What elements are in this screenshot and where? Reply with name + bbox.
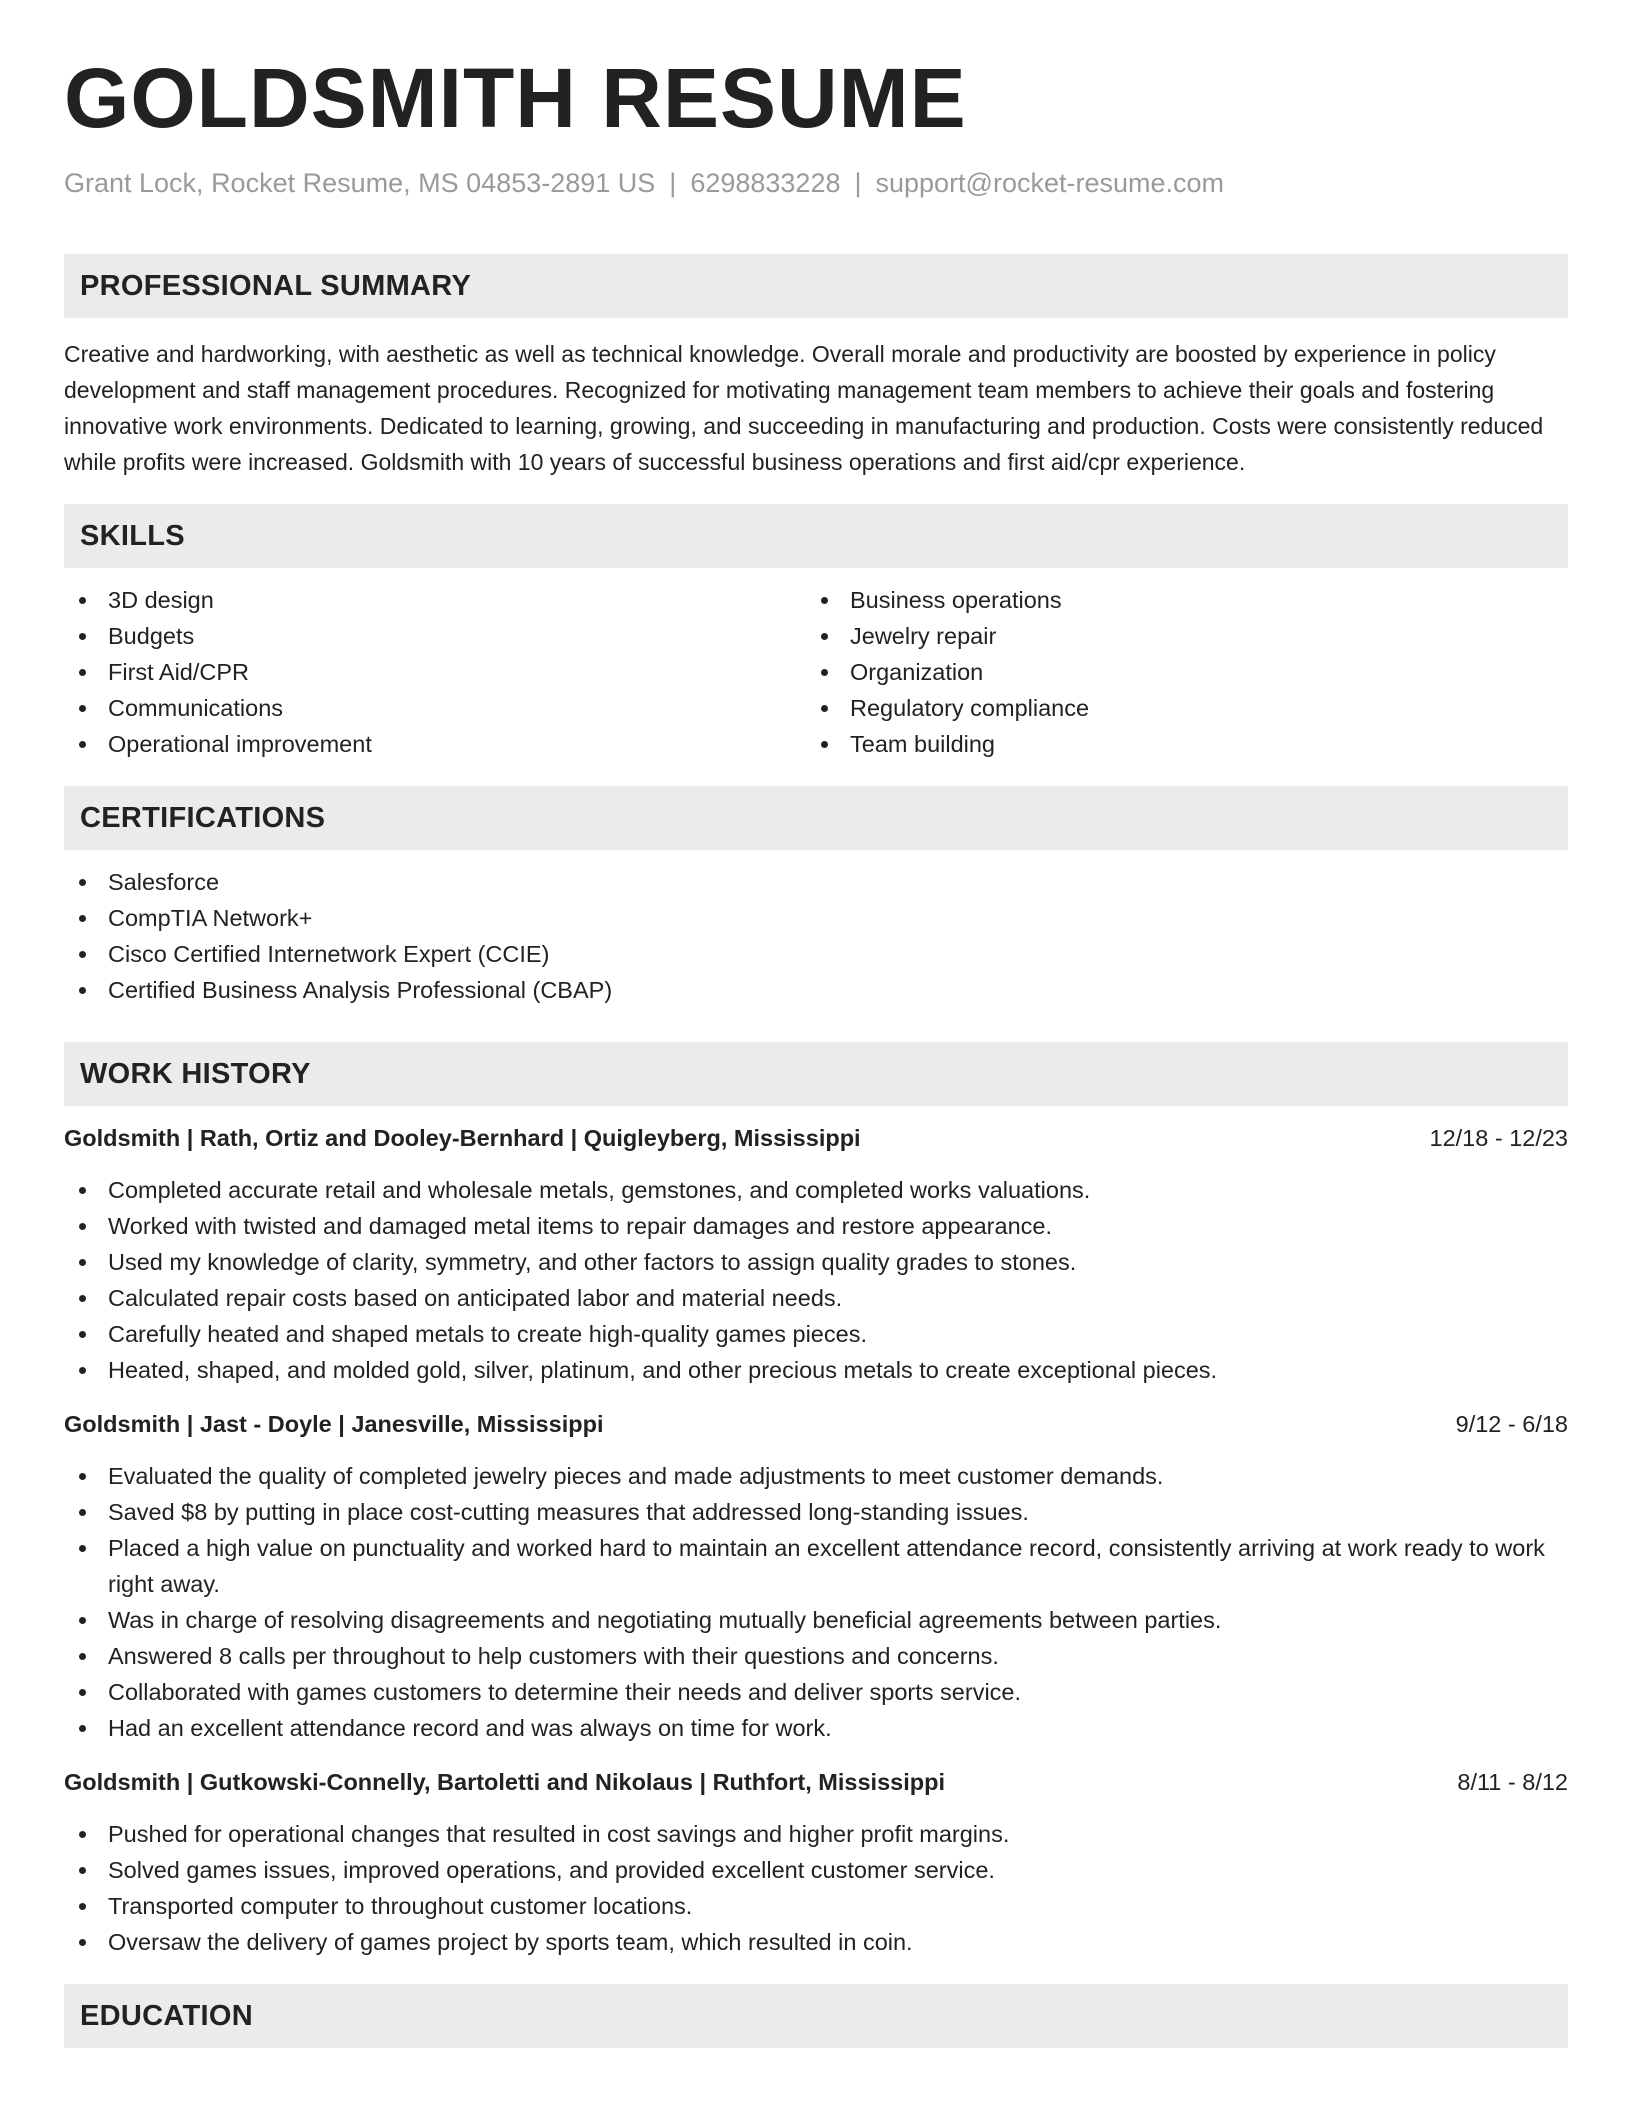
job-bullet: Carefully heated and shaped metals to create high-quality games pieces. xyxy=(64,1316,1568,1352)
section-heading-certifications: CERTIFICATIONS xyxy=(64,786,1568,850)
skill-item: Budgets xyxy=(64,618,806,654)
certification-item: Certified Business Analysis Professional (CBAP) xyxy=(64,972,1568,1008)
skill-item: Jewelry repair xyxy=(806,618,1548,654)
job-title: Goldsmith | Jast - Doyle | Janesville, Mississippi xyxy=(64,1411,604,1437)
job-bullets xyxy=(64,1172,1568,1388)
job-bullet: Completed accurate retail and wholesale metals, gemstones, and completed works valuations. xyxy=(64,1172,1568,1208)
section-heading-work-history: WORK HISTORY xyxy=(64,1042,1568,1106)
job-bullet: Evaluated the quality of completed jewelry pieces and made adjustments to meet customer demands. xyxy=(64,1458,1568,1494)
job-bullet: Placed a high value on punctuality and worked hard to maintain an excellent attendance record, consistently arriving at work ready to work right away. xyxy=(64,1530,1568,1602)
certifications-list xyxy=(64,864,1568,1008)
job-entry xyxy=(64,1120,1568,1388)
job-bullets xyxy=(64,1458,1568,1746)
job-header xyxy=(64,1406,1568,1442)
certification-item: Cisco Certified Internetwork Expert (CCIE) xyxy=(64,936,1568,972)
job-bullet: Oversaw the delivery of games project by sports team, which resulted in coin. xyxy=(64,1924,1568,1960)
job-bullet: Transported computer to throughout customer locations. xyxy=(64,1888,1568,1924)
section-heading-skills: SKILLS xyxy=(64,504,1568,568)
job-bullet: Pushed for operational changes that resulted in cost savings and higher profit margins. xyxy=(64,1816,1568,1852)
contact-line xyxy=(64,167,1224,199)
job-bullet: Was in charge of resolving disagreements and negotiating mutually beneficial agreements between parties. xyxy=(64,1602,1568,1638)
skill-item: Business operations xyxy=(806,582,1548,618)
job-title: Goldsmith | Gutkowski-Connelly, Bartoletti and Nikolaus | Ruthfort, Mississippi xyxy=(64,1769,945,1795)
resume-title: GOLDSMITH RESUME xyxy=(64,51,967,145)
skill-item: Communications xyxy=(64,690,806,726)
contact-phone: 6298833228 xyxy=(690,168,841,198)
job-bullet: Answered 8 calls per throughout to help customers with their questions and concerns. xyxy=(64,1638,1568,1674)
job-bullet: Used my knowledge of clarity, symmetry, and other factors to assign quality grades to stones. xyxy=(64,1244,1568,1280)
contact-separator: | xyxy=(669,168,677,198)
job-header xyxy=(64,1764,1568,1800)
job-header xyxy=(64,1120,1568,1156)
certification-item: Salesforce xyxy=(64,864,1568,900)
job-entry xyxy=(64,1764,1568,1960)
job-bullet: Calculated repair costs based on anticipated labor and material needs. xyxy=(64,1280,1568,1316)
job-bullet: Heated, shaped, and molded gold, silver, platinum, and other precious metals to create exceptional pieces. xyxy=(64,1352,1568,1388)
section-heading-summary: PROFESSIONAL SUMMARY xyxy=(64,254,1568,318)
job-bullet: Had an excellent attendance record and was always on time for work. xyxy=(64,1710,1568,1746)
skill-item: Organization xyxy=(806,654,1548,690)
job-title: Goldsmith | Rath, Ortiz and Dooley-Bernhard | Quigleyberg, Mississippi xyxy=(64,1125,861,1151)
skills-column-left xyxy=(64,582,806,762)
skill-item: First Aid/CPR xyxy=(64,654,806,690)
job-bullet: Collaborated with games customers to determine their needs and deliver sports service. xyxy=(64,1674,1568,1710)
job-dates: 9/12 - 6/18 xyxy=(1455,1411,1568,1437)
skills-list xyxy=(64,582,1568,762)
summary-text: Creative and hardworking, with aesthetic as well as technical knowledge. Overall morale and productivity are boosted by experience in policy development and staff management procedures. Recognized for motivating management team members to achieve their goals and fostering innovative work environments. Dedicated to learning, growing, and succeeding in manufacturing and production. Costs were consistently reduced while profits were increased. Goldsmith with 10 years of successful business operations and first aid/cpr experience. xyxy=(64,341,1544,475)
skill-item: Team building xyxy=(806,726,1548,762)
contact-email: support@rocket-resume.com xyxy=(875,168,1225,198)
job-dates: 12/18 - 12/23 xyxy=(1429,1125,1568,1151)
resume-body xyxy=(64,254,1568,2048)
job-entry xyxy=(64,1406,1568,1746)
skill-item: Regulatory compliance xyxy=(806,690,1548,726)
contact-address: Grant Lock, Rocket Resume, MS 04853-2891 US xyxy=(64,168,656,198)
section-heading-education: EDUCATION xyxy=(64,1984,1568,2048)
certification-item: CompTIA Network+ xyxy=(64,900,1568,936)
job-bullets xyxy=(64,1816,1568,1960)
contact-separator: | xyxy=(854,168,862,198)
skill-item: Operational improvement xyxy=(64,726,806,762)
job-dates: 8/11 - 8/12 xyxy=(1457,1769,1568,1795)
skill-item: 3D design xyxy=(64,582,806,618)
job-bullet: Solved games issues, improved operations, and provided excellent customer service. xyxy=(64,1852,1568,1888)
skills-column-right xyxy=(806,582,1548,762)
job-bullet: Saved $8 by putting in place cost-cutting measures that addressed long-standing issues. xyxy=(64,1494,1568,1530)
job-bullet: Worked with twisted and damaged metal items to repair damages and restore appearance. xyxy=(64,1208,1568,1244)
